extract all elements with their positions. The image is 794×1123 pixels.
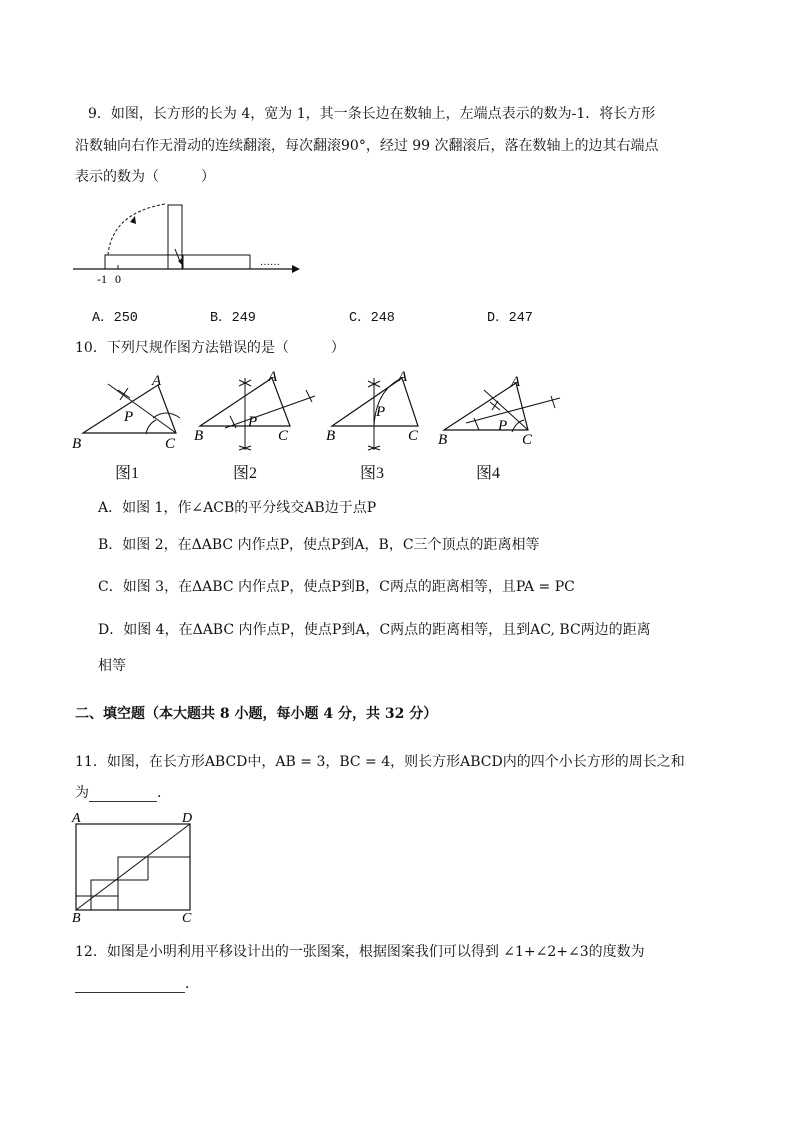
q10-figure-1	[68, 368, 188, 453]
label-a: A	[398, 369, 408, 385]
q10-figure-2-caption: 图2	[233, 465, 258, 482]
q9-option-c: C．248	[349, 311, 395, 326]
q10-figure-1-caption: 图1	[115, 465, 140, 482]
label-p: P	[498, 418, 508, 434]
q10-option-a: A．如图 1，作∠ACB的平分线交AB边于点P	[98, 500, 377, 516]
diagonal-bd	[76, 824, 190, 910]
label-d: D	[182, 811, 193, 826]
label-a: A	[268, 369, 278, 385]
q12-line2	[75, 973, 199, 993]
section-2-title: 二、填空题（本大题共 8 小题，每小题 4 分，共 32 分）	[75, 706, 438, 722]
q10-figure-2	[190, 368, 325, 453]
label-c: C	[165, 436, 176, 452]
label-p: P	[376, 404, 386, 420]
q9-line1: 9．如图，长方形的长为 4，宽为 1，其一条长边在数轴上，左端点表示的数为-1．将长方形	[88, 106, 656, 122]
q11-figure	[68, 810, 203, 925]
q9-figure	[70, 195, 310, 285]
q10-option-b: B．如图 2，在ΔABC 内作点P，使点P到A，B，C三个顶点的距离相等	[98, 537, 540, 553]
label-b: B	[194, 428, 204, 444]
q11-line1: 11．如图，在长方形ABCD中，AB = 3，BC = 4，则长方形ABCD内的四个小长方形的周长之和	[75, 754, 685, 770]
q10-figure-4-caption: 图4	[476, 465, 501, 482]
q9-line3: 表示的数为（ ）	[75, 169, 215, 185]
label-b: B	[72, 911, 81, 925]
q10-option-d: D．如图 4，在ΔABC 内作点P，使点P到A，C两点的距离相等，且到AC, BC两边的距离	[98, 622, 651, 638]
q9-line2: 沿数轴向右作无滑动的连续翻滚，每次翻滚90°，经过 99 次翻滚后，落在数轴上的边其右端点	[75, 138, 659, 154]
label-p: P	[248, 414, 258, 430]
q9-option-b: B．249	[210, 311, 256, 326]
perpendicular-bisector-ac	[466, 398, 560, 423]
arc-arrow-icon	[130, 216, 136, 224]
q11-line2-prefix: 为	[75, 785, 89, 801]
q11-line2	[75, 782, 171, 802]
q11-answer-blank[interactable]	[89, 787, 157, 802]
q10-option-d-cont: 相等	[98, 658, 126, 674]
angle-bisector	[108, 384, 176, 433]
q10-option-c: C．如图 3，在ΔABC 内作点P，使点P到B，C两点的距离相等，且PA = PC	[98, 579, 575, 595]
q9-option-d: D．247	[487, 311, 533, 326]
label-a: A	[152, 373, 162, 389]
rect-flipped	[183, 255, 250, 269]
rotation-arc	[108, 204, 165, 255]
label-b: B	[326, 428, 336, 444]
q9-option-a: A．250	[92, 311, 138, 326]
construction-arc	[153, 413, 180, 418]
q11-line2-suffix: ．	[157, 785, 171, 801]
label-p: P	[124, 409, 134, 425]
axis-arrow-icon	[292, 265, 300, 273]
label-c: C	[182, 911, 192, 925]
label-c: C	[408, 428, 419, 444]
label-b: B	[72, 436, 82, 452]
label-b: B	[438, 432, 448, 448]
rect-vertical	[168, 205, 182, 269]
label-c: C	[278, 428, 289, 444]
triangle-abc	[444, 383, 528, 430]
rect-original	[105, 255, 183, 269]
label-a: A	[72, 811, 81, 826]
tick-label-0: 0	[115, 272, 121, 285]
q10-stem: 10．下列尺规作图方法错误的是（ ）	[75, 340, 345, 356]
q12-line1: 12．如图是小明利用平移设计出的一张图案，根据图案我们可以得到 ∠1+∠2+∠3的度数为	[75, 944, 645, 960]
q10-figure-3	[322, 368, 432, 453]
q10-figure-3-caption: 图3	[360, 465, 385, 482]
construction-arc-2	[146, 420, 156, 434]
q10-figure-4	[436, 368, 566, 453]
label-a: A	[511, 374, 521, 390]
q12-answer-blank[interactable]	[75, 978, 185, 993]
continuation-dots: ……	[260, 257, 280, 268]
staircase	[76, 857, 190, 896]
label-c: C	[522, 432, 533, 448]
tick-label-neg1: -1	[97, 272, 107, 285]
q12-line2-suffix: ．	[185, 976, 199, 992]
